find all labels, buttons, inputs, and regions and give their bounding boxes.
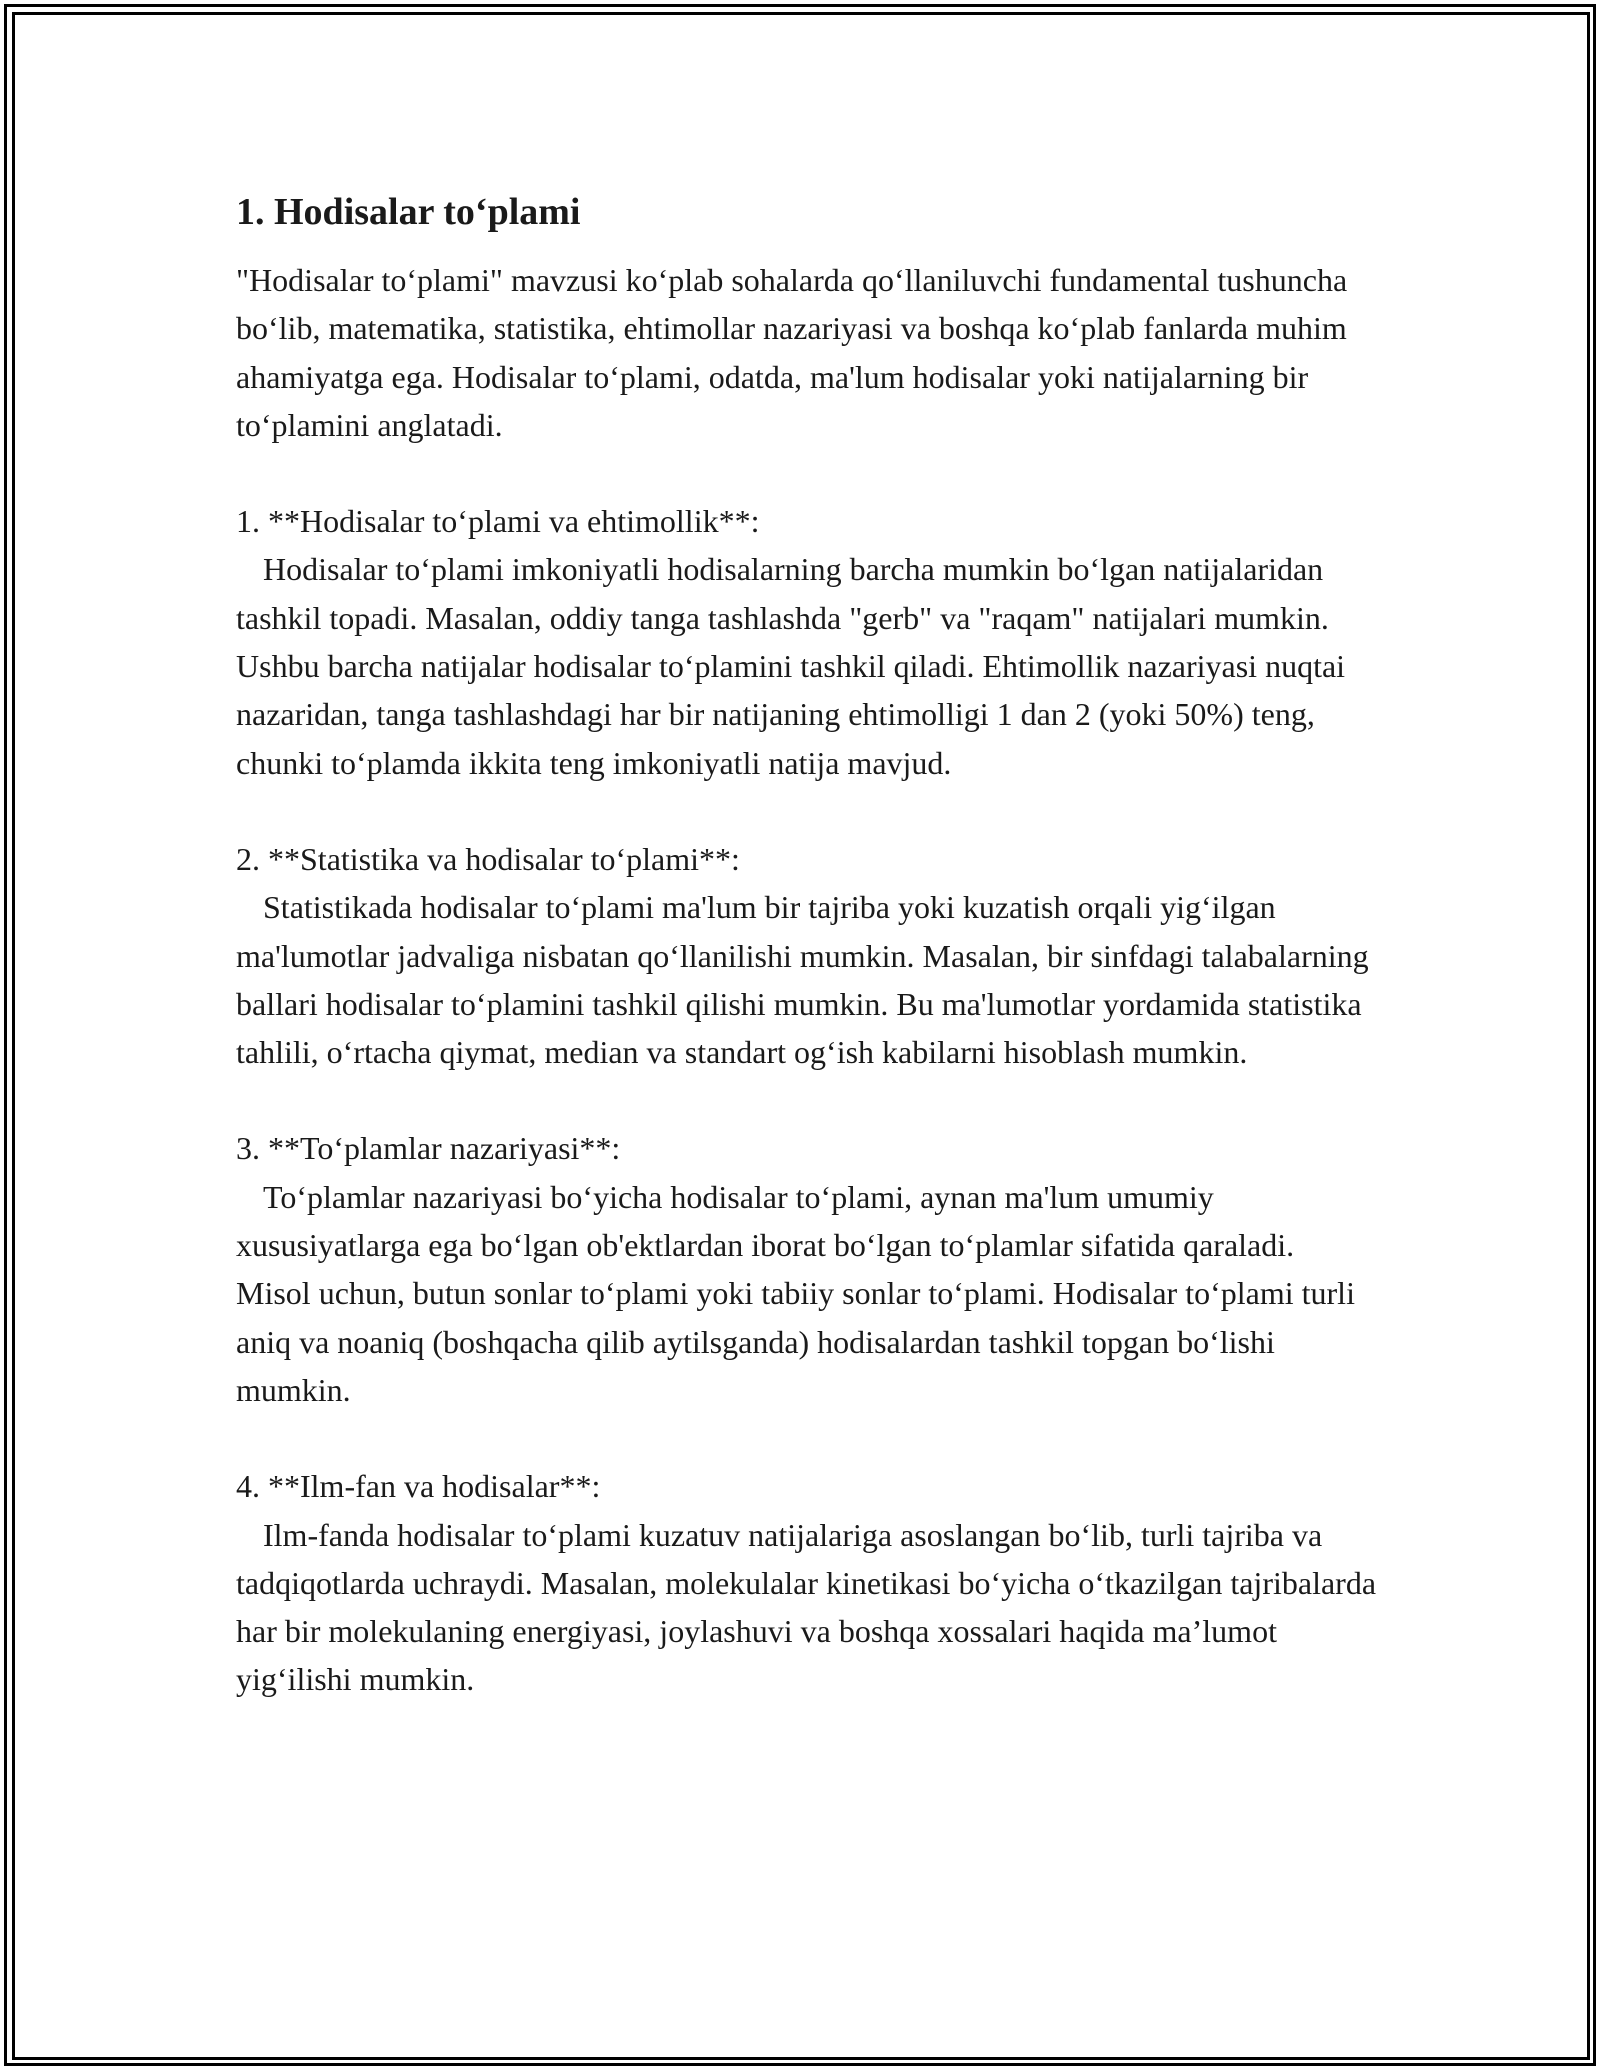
section-4 bbox=[236, 1462, 1376, 1703]
document-body bbox=[236, 188, 1376, 1704]
section-body: Statistikada hodisalar to‘plami ma'lum bir tajriba yoki kuzatish orqali yig‘ilgan ma'lumotlar jadvaliga nisbatan qo‘llanilishi mumkin. Masalan, bir sinfdagi talabalarning ballari hodisalar to‘plamini tashkil qilishi mumkin. Bu ma'lumotlar yordamida statistika tahlili, o‘rtacha qiymat, median va standart og‘ish kabilarni hisoblash mumkin. bbox=[236, 889, 1369, 1071]
section-heading: 2. **Statistika va hodisalar to‘plami**: bbox=[236, 840, 740, 877]
section-3 bbox=[236, 1124, 1376, 1414]
section-body: Ilm-fanda hodisalar to‘plami kuzatuv natijalariga asoslangan bo‘lib, turli tajriba va tadqiqotlarda uchraydi. Masalan, molekulalar kinetikasi bo‘yicha o‘tkazilgan tajribalarda har bir molekulaning energiyasi, joylashuvi va boshqa xossalari haqida ma’lumot yig‘ilishi mumkin. bbox=[236, 1516, 1377, 1698]
document-title: 1. Hodisalar to‘plami bbox=[236, 191, 581, 233]
section-2 bbox=[236, 835, 1376, 1076]
section-heading: 4. **Ilm-fan va hodisalar**: bbox=[236, 1468, 601, 1505]
intro-paragraph: "Hodisalar to‘plami" mavzusi ko‘plab sohalarda qo‘llaniluvchi fundamental tushuncha bo‘lib, matematika, statistika, ehtimollar nazariyasi va boshqa ko‘plab fanlarda muhim ahamiyatga ega. Hodisalar to‘plami, odatda, ma'lum hodisalar yoki natijalarning bir to‘plamini anglatadi. bbox=[236, 262, 1348, 443]
section-heading: 3. **To‘plamlar nazariyasi**: bbox=[236, 1130, 621, 1167]
section-1 bbox=[236, 497, 1376, 787]
section-heading: 1. **Hodisalar to‘plami va ehtimollik**: bbox=[236, 503, 760, 540]
section-body: Hodisalar to‘plami imkoniyatli hodisalarning barcha mumkin bo‘lgan natijalaridan tashkil topadi. Masalan, oddiy tanga tashlashda "gerb" va "raqam" natijalari mumkin. Ushbu barcha natijalar hodisalar to‘plamini tashkil qiladi. Ehtimollik nazariyasi nuqtai nazaridan, tanga tashlashdagi har bir natijaning ehtimolligi 1 dan 2 (yoki 50%) teng, chunki to‘plamda ikkita teng imkoniyatli natija mavjud. bbox=[236, 551, 1346, 781]
section-body: To‘plamlar nazariyasi bo‘yicha hodisalar to‘plami, aynan ma'lum umumiy xususiyatlarga ega bo‘lgan ob'ektlardan iborat bo‘lgan to‘plamlar sifatida qaraladi. Misol uchun, butun sonlar to‘plami yoki tabiiy sonlar to‘plami. Hodisalar to‘plami turli aniq va noaniq (boshqacha qilib aytilsganda) hodisalardan tashkil topgan bo‘lishi mumkin. bbox=[236, 1178, 1355, 1408]
